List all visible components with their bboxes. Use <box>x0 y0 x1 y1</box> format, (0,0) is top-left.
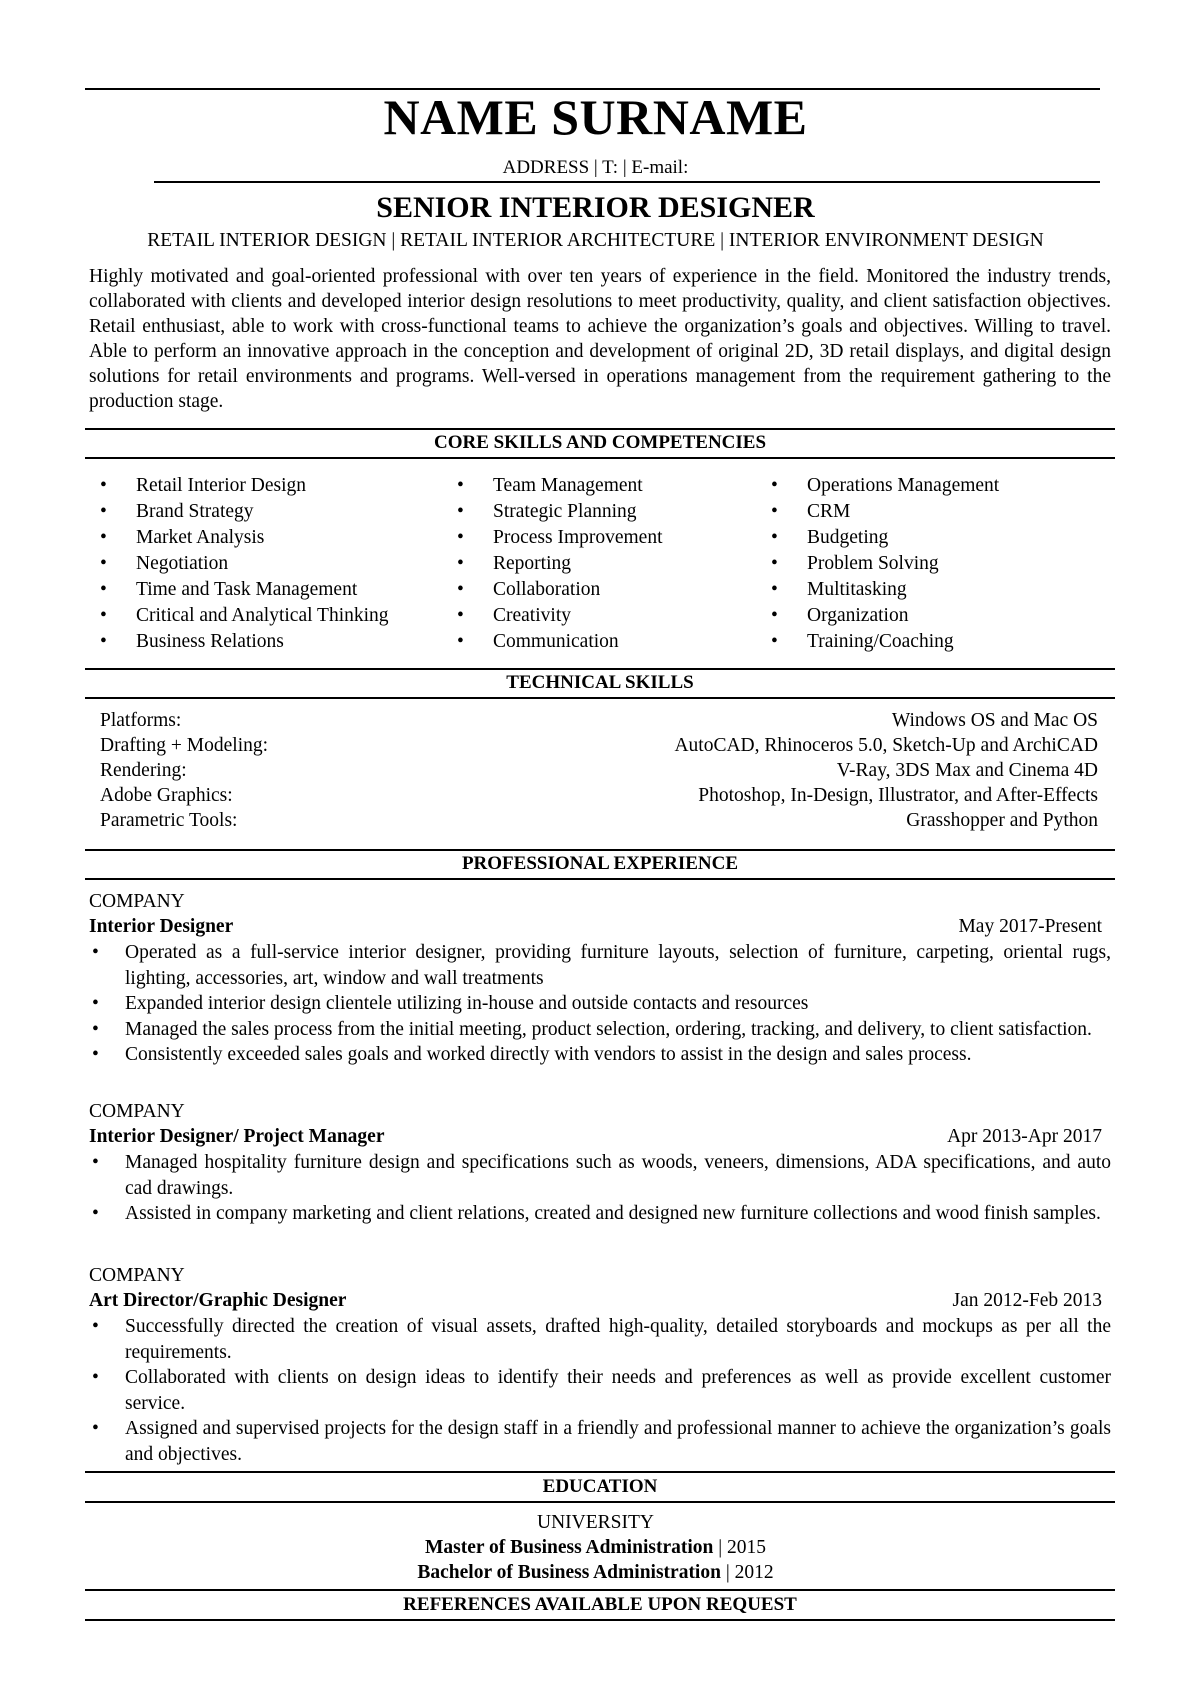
degree-line <box>0 1562 1191 1584</box>
tech-row <box>100 810 1098 832</box>
tech-label: Adobe Graphics: <box>100 785 233 806</box>
job-role: Interior Designer/ Project Manager <box>89 1126 385 1147</box>
tech-label: Rendering: <box>100 760 187 781</box>
skill-item: • Operations Management <box>771 473 999 499</box>
skill-item: • Problem Solving <box>771 551 999 577</box>
company-name: COMPANY <box>89 891 185 912</box>
skills-column-3 <box>771 473 999 655</box>
skill-item: • Strategic Planning <box>457 499 663 525</box>
tech-row <box>100 735 1098 757</box>
skills-column-2 <box>457 473 663 655</box>
skill-item: • Team Management <box>457 473 663 499</box>
tech-label: Drafting + Modeling: <box>100 735 269 756</box>
tech-value: Windows OS and Mac OS <box>891 710 1098 731</box>
job-dates: May 2017-Present <box>958 916 1102 937</box>
degree-name: Bachelor of Business Administration <box>417 1562 721 1583</box>
experience-heading: PROFESSIONAL EXPERIENCE <box>461 853 739 874</box>
tech-row <box>100 710 1098 732</box>
core-skills-heading: CORE SKILLS AND COMPETENCIES <box>433 432 767 453</box>
skill-item: • Creativity <box>457 603 663 629</box>
skill-item: • Retail Interior Design <box>100 473 389 499</box>
skill-item: • Communication <box>457 629 663 655</box>
job-bullets <box>89 1314 1111 1467</box>
job-header <box>89 1126 1102 1148</box>
section-rule <box>85 697 1115 699</box>
skill-item: • Brand Strategy <box>100 499 389 525</box>
skill-item: • Reporting <box>457 551 663 577</box>
degree-separator: | <box>725 1562 735 1583</box>
tech-value: AutoCAD, Rhinoceros 5.0, Sketch-Up and ArchiCAD <box>674 735 1098 756</box>
job-bullet: • Successfully directed the creation of visual assets, drafted high-quality, detailed storyboards and mockups as per all the requirements. <box>89 1314 1111 1365</box>
section-rule <box>85 1471 1115 1473</box>
section-rule <box>85 428 1115 430</box>
bottom-rule <box>85 1619 1115 1621</box>
candidate-name: NAME SURNAME <box>383 89 808 145</box>
education-heading: EDUCATION <box>542 1476 658 1497</box>
section-rule <box>85 457 1115 459</box>
skill-item: • Time and Task Management <box>100 577 389 603</box>
job-bullets <box>89 1150 1111 1227</box>
tech-label: Parametric Tools: <box>100 810 238 831</box>
job-bullet: • Managed hospitality furniture design and specifications such as woods, veneers, dimensions, ADA specifications, and auto cad drawings. <box>89 1150 1111 1201</box>
degree-line <box>0 1537 1191 1559</box>
skill-item: • Multitasking <box>771 577 999 603</box>
job-title: SENIOR INTERIOR DESIGNER <box>376 191 815 224</box>
university-name: UNIVERSITY <box>537 1512 654 1533</box>
job-bullets <box>89 940 1111 1068</box>
section-rule <box>85 849 1115 851</box>
job-dates: Jan 2012-Feb 2013 <box>952 1290 1102 1311</box>
skill-item: • Budgeting <box>771 525 999 551</box>
job-bullet: • Assisted in company marketing and client relations, created and designed new furniture collections and wood finish samples. <box>89 1201 1111 1227</box>
company-name: COMPANY <box>89 1101 185 1122</box>
tech-value: Grasshopper and Python <box>906 810 1098 831</box>
skill-item: • Training/Coaching <box>771 629 999 655</box>
section-rule <box>85 1501 1115 1503</box>
technical-skills-heading: TECHNICAL SKILLS <box>506 672 694 693</box>
job-role: Art Director/Graphic Designer <box>89 1290 347 1311</box>
job-subtitle: RETAIL INTERIOR DESIGN | RETAIL INTERIOR ARCHITECTURE | INTERIOR ENVIRONMENT DESIGN <box>147 230 1044 251</box>
header-rule <box>154 181 1100 183</box>
skill-item: • Negotiation <box>100 551 389 577</box>
company-name: COMPANY <box>89 1265 185 1286</box>
tech-value: Photoshop, In-Design, Illustrator, and After-Effects <box>698 785 1098 806</box>
skill-item: • Collaboration <box>457 577 663 603</box>
degree-name: Master of Business Administration <box>424 1537 714 1558</box>
job-bullet: • Operated as a full-service interior designer, providing furniture layouts, selection of furniture, carpeting, oriental rugs, lighting, accessories, art, window and wall treatments <box>89 940 1111 991</box>
professional-summary: Highly motivated and goal-oriented professional with over ten years of experience in the field. Monitored the industry trends, collaborated with clients and developed interior design resolutions to meet productivity, quality, and client satisfaction objectives. Retail enthusiast, able to work with cross-functional teams to achieve the organization’s goals and objectives. Willing to travel. Able to perform an innovative approach in the conception and development of original 2D, 3D retail displays, and digital design solutions for retail environments and programs. Well-versed in operations management from the requirement gathering to the production stage. <box>89 266 1111 412</box>
skills-column-1 <box>100 473 389 655</box>
section-rule <box>85 668 1115 670</box>
skill-item: • Critical and Analytical Thinking <box>100 603 389 629</box>
job-bullet: • Assigned and supervised projects for the design staff in a friendly and professional manner to achieve the organization’s goals and objectives. <box>89 1416 1111 1467</box>
contact-line: ADDRESS | T: | E-mail: <box>502 157 689 178</box>
job-bullet: • Consistently exceeded sales goals and worked directly with vendors to assist in the design and sales process. <box>89 1042 1111 1068</box>
tech-row <box>100 785 1098 807</box>
skill-item: • CRM <box>771 499 999 525</box>
job-header <box>89 916 1102 938</box>
job-header <box>89 1290 1102 1312</box>
job-bullet: • Expanded interior design clientele utilizing in-house and outside contacts and resources <box>89 991 1111 1017</box>
job-bullet: • Collaborated with clients on design ideas to identify their needs and preferences as well as provide excellent customer service. <box>89 1365 1111 1416</box>
skill-item: • Organization <box>771 603 999 629</box>
degree-separator: | <box>718 1537 728 1558</box>
job-bullet: • Managed the sales process from the initial meeting, product selection, ordering, tracking, and delivery, to client satisfaction. <box>89 1017 1111 1043</box>
degree-year: 2015 <box>727 1537 767 1558</box>
tech-row <box>100 760 1098 782</box>
references-note: REFERENCES AVAILABLE UPON REQUEST <box>403 1594 797 1615</box>
skill-item: • Market Analysis <box>100 525 389 551</box>
section-rule <box>85 1589 1115 1591</box>
job-dates: Apr 2013-Apr 2017 <box>947 1126 1102 1147</box>
tech-label: Platforms: <box>100 710 182 731</box>
tech-value: V-Ray, 3DS Max and Cinema 4D <box>836 760 1098 781</box>
skill-item: • Business Relations <box>100 629 389 655</box>
skill-item: • Process Improvement <box>457 525 663 551</box>
job-role: Interior Designer <box>89 916 234 937</box>
section-rule <box>85 878 1115 880</box>
degree-year: 2012 <box>734 1562 774 1583</box>
